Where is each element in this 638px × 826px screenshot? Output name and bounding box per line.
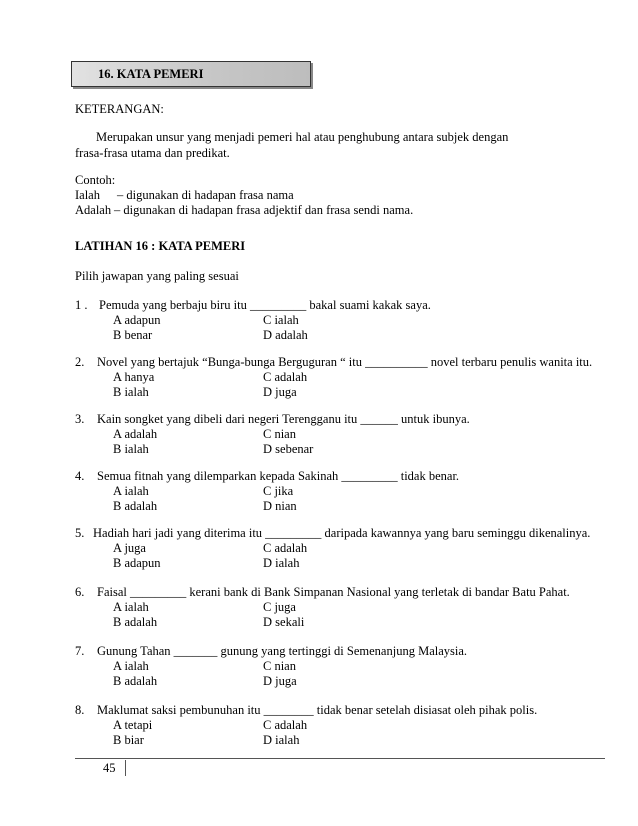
question-text: Faisal _________ kerani bank di Bank Simpanan Nasional yang terletak di bandar Batu Pahat.: [97, 585, 570, 599]
question-number: 5.: [75, 526, 85, 540]
option-b: B adalah: [113, 615, 158, 629]
option-a: A hanya: [113, 370, 155, 384]
option-b: B adalah: [113, 674, 158, 688]
section-title: 16. KATA PEMERI: [98, 67, 204, 81]
option-d: D juga: [263, 385, 297, 399]
option-c: C adalah: [263, 718, 308, 732]
option-a: A adapun: [113, 313, 161, 327]
example-1-word: Ialah: [75, 188, 100, 202]
option-d: D ialah: [263, 556, 300, 570]
option-d: D adalah: [263, 328, 308, 342]
option-b: B benar: [113, 328, 153, 342]
option-d: D sebenar: [263, 442, 314, 456]
option-a: A ialah: [113, 659, 149, 673]
option-c: C nian: [263, 427, 296, 441]
option-a: A juga: [113, 541, 146, 555]
option-b: B ialah: [113, 442, 149, 456]
question-text: Pemuda yang berbaju biru itu _________ bakal suami kakak saya.: [99, 298, 431, 312]
question-text: Kain songket yang dibeli dari negeri Terengganu itu ______ untuk ibunya.: [97, 412, 470, 426]
option-d: D sekali: [263, 615, 305, 629]
footer-divider: [75, 758, 605, 759]
instruction: Pilih jawapan yang paling sesuai: [75, 269, 239, 283]
option-c: C jika: [263, 484, 294, 498]
description-line-2: frasa-frasa utama dan predikat.: [75, 146, 230, 160]
question-number: 6.: [75, 585, 85, 599]
footer-separator: [125, 760, 126, 776]
keterangan-label: KETERANGAN:: [75, 102, 164, 116]
option-c: C ialah: [263, 313, 299, 327]
option-d: D ialah: [263, 733, 300, 747]
page-number: 45: [103, 761, 116, 775]
option-d: D juga: [263, 674, 297, 688]
option-c: C juga: [263, 600, 296, 614]
option-a: A ialah: [113, 600, 149, 614]
option-a: A adalah: [113, 427, 158, 441]
question-number: 4.: [75, 469, 85, 483]
question-number: 3.: [75, 412, 85, 426]
option-b: B adalah: [113, 499, 158, 513]
exercise-title: LATIHAN 16 : KATA PEMERI: [75, 239, 246, 253]
question-number: 2.: [75, 355, 85, 369]
section-title-box: [71, 61, 311, 87]
example-2-text: – digunakan di hadapan frasa adjektif dan frasa sendi nama.: [114, 203, 414, 217]
question-text: Hadiah hari jadi yang diterima itu _________ daripada kawannya yang baru seminggu dikenalinya.: [93, 526, 591, 540]
option-a: A tetapi: [113, 718, 153, 732]
contoh-label: Contoh:: [75, 173, 116, 187]
option-c: C adalah: [263, 541, 308, 555]
option-b: B adapun: [113, 556, 161, 570]
question-text: Semua fitnah yang dilemparkan kepada Sakinah _________ tidak benar.: [97, 469, 460, 483]
option-a: A ialah: [113, 484, 149, 498]
example-2-word: Adalah: [75, 203, 112, 217]
question-number: 7.: [75, 644, 85, 658]
option-d: D nian: [263, 499, 297, 513]
question-text: Gunung Tahan _______ gunung yang tertinggi di Semenanjung Malaysia.: [97, 644, 468, 658]
option-b: B biar: [113, 733, 144, 747]
question-text: Maklumat saksi pembunuhan itu ________ tidak benar setelah disiasat oleh pihak polis.: [97, 703, 538, 717]
example-1-text: – digunakan di hadapan frasa nama: [117, 188, 294, 202]
question-number: 1 .: [75, 298, 88, 312]
option-b: B ialah: [113, 385, 149, 399]
option-c: C nian: [263, 659, 296, 673]
question-text: Novel yang bertajuk “Bunga-bunga Berguguran “ itu __________ novel terbaru penulis wanita itu.: [97, 355, 593, 369]
description-line-1: Merupakan unsur yang menjadi pemeri hal atau penghubung antara subjek dengan: [96, 130, 509, 144]
question-number: 8.: [75, 703, 85, 717]
option-c: C adalah: [263, 370, 308, 384]
